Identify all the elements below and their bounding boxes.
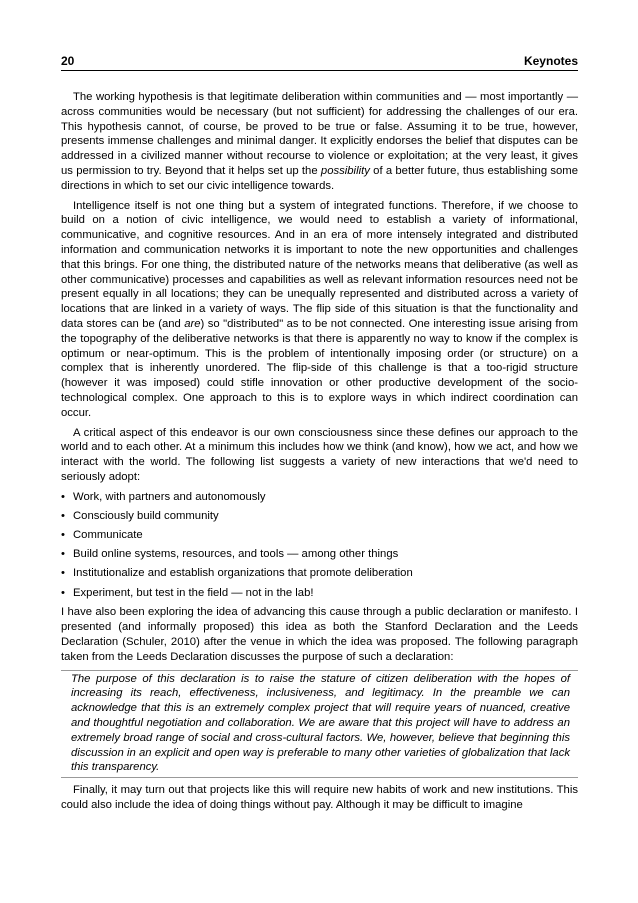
list-item: [61, 490, 578, 505]
page-number: 20: [61, 54, 75, 68]
bullet-icon: •: [61, 586, 65, 599]
list-item: [61, 586, 578, 601]
list-item: [61, 547, 578, 562]
paragraph-working-hypothesis: [61, 90, 578, 194]
emphasis-text: are: [184, 317, 201, 330]
bullet-icon: •: [61, 567, 65, 580]
paragraph-consciousness: A critical aspect of this endeavor is our own consciousness since these defines our approach to the world and to each other. At a minimum this includes how we think (and know), how we act, and how we interact with the world. The following list suggests a variety of new interactions that we'd need to seriously adopt:: [61, 426, 578, 483]
list-item-text: Work, with partners and autonomously: [73, 490, 266, 503]
list-item: [61, 566, 578, 581]
paragraph-text: Intelligence itself is not one thing but a system of integrated functions. Therefore, if we choose to build on a notion of civic intelligence, we would need to establish a variety of informational, communicative, and cognitive resources. And in an era of more intensely integrated and distributed information and communication networks it is important to note the new opportunities and challenges that this brings. For one thing, the distributed nature of the networks means that deliberative (as well as other communicative) processes and capabilities as well as relevant information resources need not be present equally in all locations; they can be unequally represented and distributed across a variety of locations that are linked in a variety of ways. The flip side of this situation is that the functionality and data stores can be (and: [61, 199, 578, 330]
emphasis-text: possibility: [320, 164, 370, 177]
paragraph-text: ) so "distributed" as to be not connected. One interesting issue arising from the topography of the deliberative networks is that there is apparently no way to know if the complex is optimum or near-optimum. This is the problem of intentionally imposing order (or structure) on a complex that is inherently unordered. The flip-side of this challenge is that a too-rigid structure (however it was imposed) could stifle innovation or other productive development of the socio-technological complex. One approach to this is to explore ways in which indirect coordination can occur.: [61, 317, 578, 419]
section-title: Keynotes: [523, 54, 578, 68]
list-item: [61, 509, 578, 524]
running-header: [61, 54, 578, 71]
bullet-icon: •: [61, 490, 65, 503]
paragraph-intelligence: [61, 199, 578, 421]
paragraph-declaration: I have also been exploring the idea of advancing this cause through a public declaration or manifesto. I presented (and informally proposed) this idea as both the Stanford Declaration and the Leeds Declaration (Schuler, 2010) after the venue in which the idea was proposed. The following paragraph taken from the Leeds Declaration discusses the purpose of such a declaration:: [61, 606, 578, 663]
list-item: [61, 528, 578, 543]
block-quote: The purpose of this declaration is to raise the stature of citizen deliberation with the hopes of increasing its reach, effectiveness, inclusiveness, and legitimacy. In the preamble we can acknowledge that this is an extremely complex project that will require years of nuanced, creative and thoughtful negotiation and collaboration. We are aware that this project will have to address an extremely broad range of social and cross-cultural factors. We, however, believe that beginning this discussion in an explicit and open way is preferable to many other varieties of globalization that lack this transparency.: [61, 670, 578, 779]
interactions-list: [61, 490, 578, 601]
paragraph-finally: Finally, it may turn out that projects like this will require new habits of work and new institutions. This could also include the idea of doing things without pay. Although it may be difficult to imagine: [61, 784, 578, 812]
list-item-text: Consciously build community: [73, 509, 219, 522]
bullet-icon: •: [61, 548, 65, 561]
paragraph-text: of a better future, thus establishing some directions in which to set our civic intelligence towards.: [61, 164, 579, 192]
list-item-text: Experiment, but test in the field — not in the lab!: [73, 586, 314, 599]
list-item-text: Communicate: [73, 529, 143, 542]
list-item-text: Build online systems, resources, and tools — among other things: [73, 548, 399, 561]
paragraph-text: The working hypothesis is that legitimate deliberation within communities and — most importantly — across communities would be necessary (but not sufficient) for addressing the challenges of our era. This hypothesis cannot, of course, be proved to be true or false. Assuming it to be true, however, presents immense challenges and minimal danger. It explicitly endorses the belief that disputes can be addressed in a civilized manner without recourse to violence or exploitation; at the very least, it gives us permission to try. Beyond that it helps set up the: [61, 91, 578, 177]
bullet-icon: •: [61, 529, 65, 542]
bullet-icon: •: [61, 509, 65, 522]
page: [61, 54, 578, 818]
list-item-text: Institutionalize and establish organizations that promote deliberation: [73, 567, 413, 580]
